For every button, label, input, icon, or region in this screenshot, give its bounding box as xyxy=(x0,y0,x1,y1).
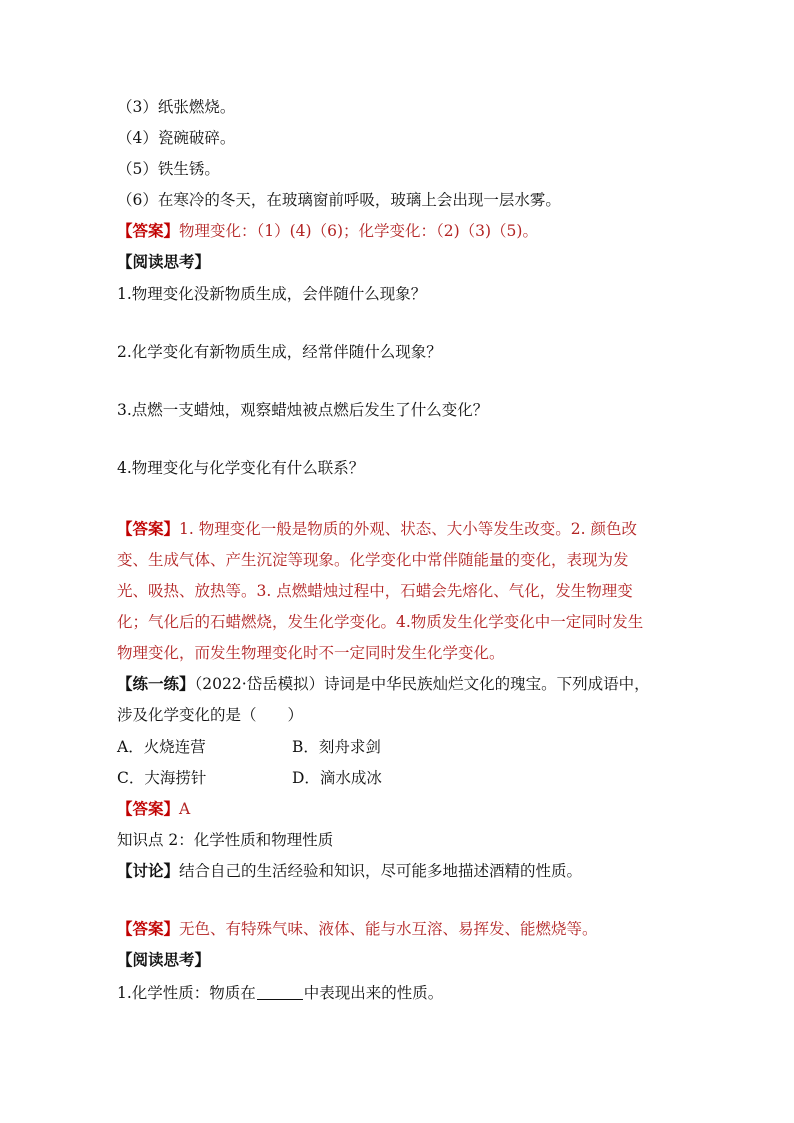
answer-text: A xyxy=(179,800,191,818)
options-row-1 xyxy=(117,736,517,758)
reading-question-1: 1.物理变化没新物质生成，会伴随什么现象？ xyxy=(117,285,427,303)
practice-answer xyxy=(117,798,190,820)
question-text-post: 中表现出来的性质。 xyxy=(303,984,444,1002)
reading2-question-1 xyxy=(117,982,443,1004)
question-text-pre: 1.化学性质：物质在 xyxy=(117,984,256,1002)
knowledge-point-2: 知识点 2：化学性质和物理性质 xyxy=(117,831,334,849)
reading-think-title-2 xyxy=(117,949,210,971)
answer-2-line-2: 变、生成气体、产生沉淀等现象。化学变化中常伴随能量的变化，表现为发 xyxy=(117,551,629,569)
options-row-2 xyxy=(117,767,517,789)
option-b: B．刻舟求剑 xyxy=(292,738,381,756)
answer-2-line-3: 光、吸热、放热等。3. 点燃蜡烛过程中，石蜡会先熔化、气化，发生物理变 xyxy=(117,582,633,600)
option-a: A．火烧连营 xyxy=(117,738,206,756)
practice-tag: 【练一练】 xyxy=(117,674,195,693)
item-3: （3）纸张燃烧。 xyxy=(117,98,236,116)
discussion-text: 结合自己的生活经验和知识，尽可能多地描述酒精的性质。 xyxy=(179,862,583,880)
practice-text: （2022·岱岳模拟）诗词是中华民族灿烂文化的瑰宝。下列成语中， xyxy=(194,675,650,693)
answer-tag: 【答案】 xyxy=(117,799,180,818)
fill-blank[interactable] xyxy=(257,984,303,1000)
reading-question-3: 3.点燃一支蜡烛，观察蜡烛被点燃后发生了什么变化？ xyxy=(117,401,489,419)
option-c: C．大海捞针 xyxy=(117,769,207,787)
practice-line-2: 涉及化学变化的是（ ） xyxy=(117,706,304,724)
reading-question-4: 4.物理变化与化学变化有什么联系？ xyxy=(117,459,365,477)
answer-tag: 【答案】 xyxy=(117,221,180,240)
item-4: （4）瓷碗破碎。 xyxy=(117,129,236,147)
answer-1 xyxy=(117,220,538,242)
answer-2-line-5: 物理变化，而发生物理变化时不一定同时发生化学变化。 xyxy=(117,644,505,662)
answer-text: 1. 物理变化一般是物质的外观、状态、大小等发生改变。2. 颜色改 xyxy=(179,520,637,538)
reading-think-title xyxy=(117,251,210,273)
discussion-tag: 【讨论】 xyxy=(117,861,180,880)
answer-text: 物理变化：（1）(4)（6)；化学变化：（2)（3)（5)。 xyxy=(179,222,538,240)
answer-tag: 【答案】 xyxy=(117,519,180,538)
reading-question-2: 2.化学变化有新物质生成，经常伴随什么现象？ xyxy=(117,343,442,361)
option-d: D．滴水成冰 xyxy=(292,769,382,787)
item-6: （6）在寒冷的冬天，在玻璃窗前呼吸，玻璃上会出现一层水雾。 xyxy=(117,191,561,209)
answer-2-line-4: 化；气化后的石蜡燃烧，发生化学变化。4.物质发生化学变化中一定同时发生 xyxy=(117,613,644,631)
answer-text: 无色、有特殊气味、液体、能与水互溶、易挥发、能燃烧等。 xyxy=(179,920,598,938)
practice-line-1 xyxy=(117,673,650,695)
answer-3 xyxy=(117,918,598,940)
reading-think-label: 【阅读思考】 xyxy=(117,252,211,271)
answer-tag: 【答案】 xyxy=(117,919,180,938)
item-5: （5）铁生锈。 xyxy=(117,160,220,178)
answer-2-line-1 xyxy=(117,518,637,540)
discussion xyxy=(117,860,582,882)
reading-think-label: 【阅读思考】 xyxy=(117,950,211,969)
